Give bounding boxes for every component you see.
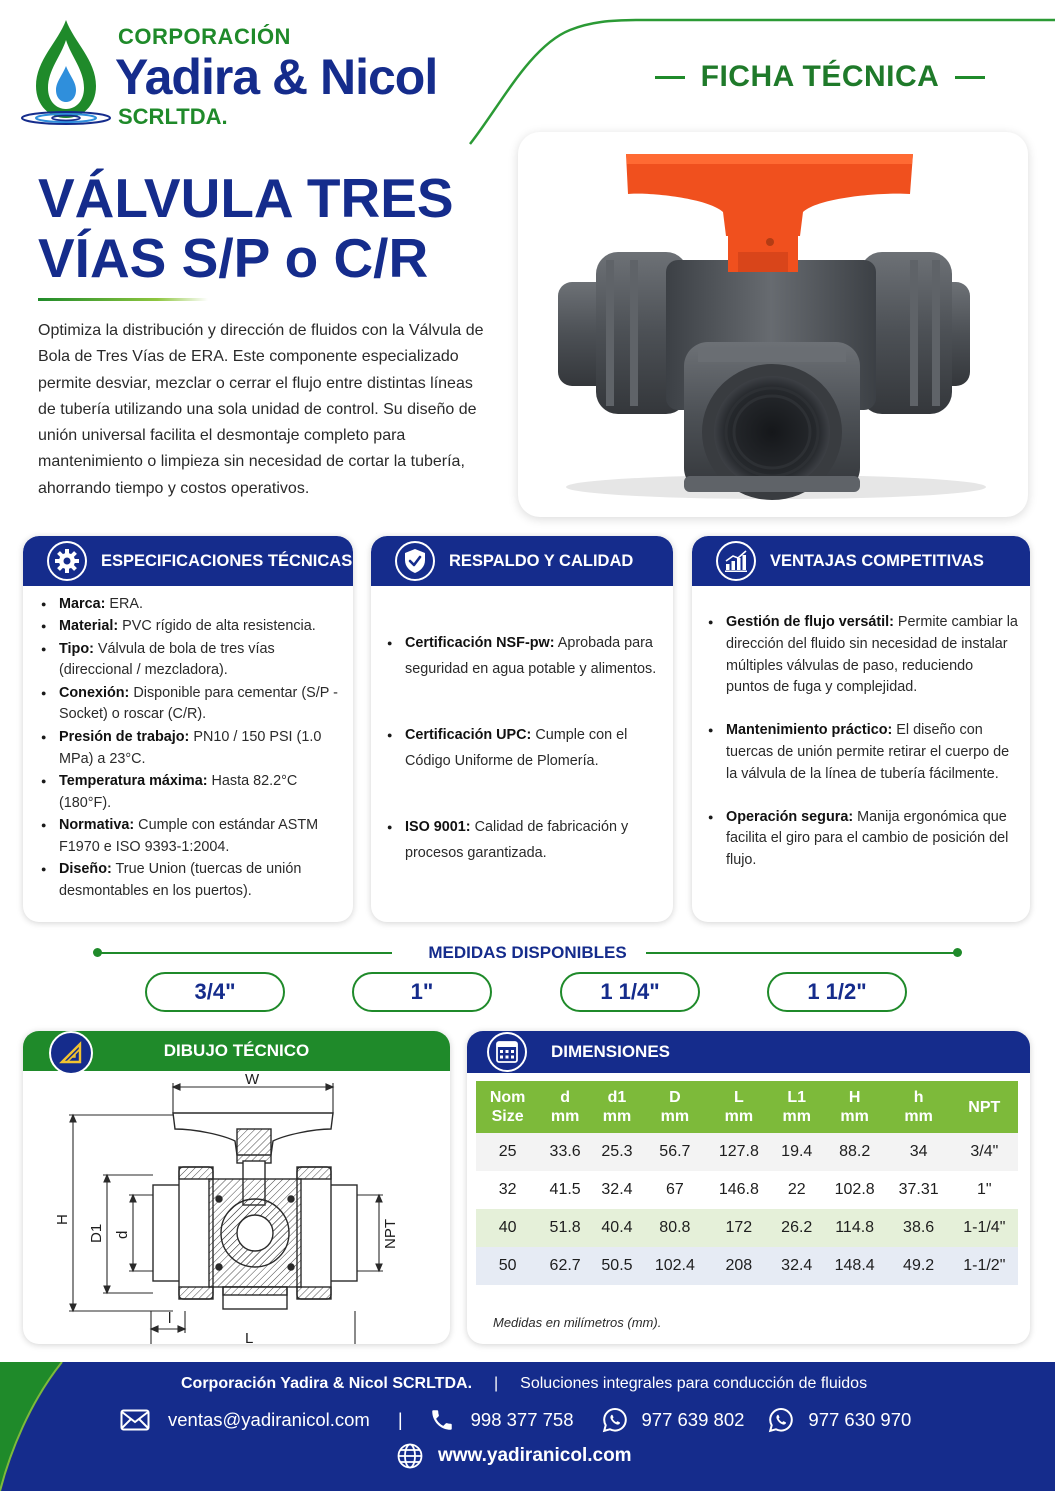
dimensions-header xyxy=(467,1031,1030,1073)
globe-icon xyxy=(396,1442,424,1470)
drafting-icon xyxy=(49,1031,93,1075)
dim-label-w: W xyxy=(245,1071,260,1088)
specs-item: ● Temperatura máxima: Hasta 82.2°C (180°F). xyxy=(39,771,343,815)
product-title xyxy=(38,168,454,288)
specs-card-header xyxy=(23,536,353,586)
dimensions-card xyxy=(467,1031,1030,1344)
water-drop-logo-icon xyxy=(18,18,118,130)
sizes-line-right xyxy=(646,952,956,954)
col-header: L mm xyxy=(707,1081,771,1133)
size-pill: 1 1/4" xyxy=(560,972,700,1012)
title-underline xyxy=(38,298,208,301)
technical-drawing-card xyxy=(23,1031,450,1344)
footer xyxy=(0,1362,1055,1491)
specs-item: ● Tipo: Válvula de bola de tres vías (direccional / mezcladora). xyxy=(39,639,343,683)
table-row: 32 41.5 32.4 67 146.8 22 102.8 37.31 1" xyxy=(498,1181,992,1198)
size-pill: 3/4" xyxy=(145,972,285,1012)
dimensions-title: DIMENSIONES xyxy=(551,1042,671,1061)
col-header: D mm xyxy=(643,1081,707,1133)
advantages-item: ● Mantenimiento práctico: El diseño con tuercas de unión permite retirar el cuerpo de la válvula de la línea de tubería fácilmente. xyxy=(706,720,1020,785)
specs-item: ● Presión de trabajo: PN10 / 150 PSI (1.0 MPa) a 23°C. xyxy=(39,727,343,771)
footer-company: Corporación Yadira & Nicol SCRLTDA. xyxy=(181,1375,473,1392)
footer-phone[interactable]: 998 377 758 xyxy=(429,1407,574,1433)
dimensions-table xyxy=(476,1081,1018,1285)
dash-left xyxy=(655,76,685,79)
brand-line-3: SCRLTDA. xyxy=(118,104,228,129)
ficha-tecnica-badge xyxy=(650,60,990,94)
specs-item: ● Marca: ERA. xyxy=(39,594,343,616)
quality-card xyxy=(371,536,673,922)
valve-technical-drawing xyxy=(23,1071,450,1344)
product-title-line-2: VÍAS S/P o C/R xyxy=(38,227,429,289)
quality-item: ● Certificación UPC: Cumple con el Código Uniforme de Plomería. xyxy=(385,722,663,774)
quality-item: ● Certificación NSF-pw: Aprobada para seguridad en agua potable y alimentos. xyxy=(385,630,663,682)
brand-line-1: CORPORACIÓN xyxy=(118,24,291,49)
sizes-line-dot-right xyxy=(953,948,962,957)
dimensions-note: Medidas en milímetros (mm). xyxy=(493,1315,662,1330)
specs-item: ● Conexión: Disponible para cementar (S/P - Socket) o roscar (C/R). xyxy=(39,683,343,727)
footer-whatsapp-1[interactable]: 977 639 802 xyxy=(602,1407,745,1433)
three-way-valve-image xyxy=(518,132,1028,517)
size-pill: 1" xyxy=(352,972,492,1012)
product-title-line-1: VÁLVULA TRES xyxy=(38,167,454,229)
product-intro: Optimiza la distribución y dirección de fluidos con la Válvula de Bola de Tres Vías de ERA. Este componente especializado permite desviar, mezclar o cerrar el flujo entre distintas líneas de tubería utilizando una sola unidad de control. Su diseño de unión universal facilita el desmontaje completo para mantenimiento o limpieza sin necesidad de cortar la tubería, ahorrando tiempo y costos operativos. xyxy=(38,322,484,497)
specs-item: ● Material: PVC rígido de alta resistencia. xyxy=(39,616,343,638)
table-row: 40 51.8 40.4 80.8 172 26.2 114.8 38.6 1-1/4" xyxy=(476,1209,1018,1247)
col-header: Nom Size xyxy=(476,1081,539,1133)
table-header-row xyxy=(476,1081,1018,1133)
footer-whatsapp-2[interactable]: 977 630 970 xyxy=(768,1407,911,1433)
advantages-item: ● Gestión de flujo versátil: Permite cambiar la dirección del fluido sin necesidad de instalar múltiples válvulas de paso, reduciendo puntos de fuga y complejidad. xyxy=(706,612,1020,699)
dim-label-d: d xyxy=(114,1230,131,1239)
col-header: d1 mm xyxy=(591,1081,643,1133)
envelope-icon xyxy=(120,1409,150,1431)
dash-right xyxy=(955,76,985,79)
table-icon xyxy=(487,1032,527,1072)
dim-label-npt: NPT xyxy=(382,1219,399,1249)
product-photo xyxy=(518,132,1028,517)
specs-list xyxy=(23,586,353,903)
shield-check-icon xyxy=(395,541,435,581)
footer-separator-2: | xyxy=(397,1409,403,1430)
size-pill: 1 1/2" xyxy=(767,972,907,1012)
advantages-list xyxy=(692,586,1030,872)
advantages-card-title: VENTAJAS COMPETITIVAS xyxy=(770,551,984,570)
footer-email[interactable]: ventas@yadiranicol.com xyxy=(120,1409,370,1431)
whatsapp-icon xyxy=(768,1407,794,1433)
technical-drawing-title: DIBUJO TÉCNICO xyxy=(163,1041,310,1060)
brand-name: Yadira & Nicol xyxy=(115,49,438,105)
specs-item: ● Normativa: Cumple con estándar ASTM F1970 e ISO 9393-1:2004. xyxy=(39,815,343,859)
company-logo xyxy=(18,18,478,130)
gear-icon xyxy=(47,541,87,581)
footer-separator: | xyxy=(494,1375,499,1392)
footer-tagline: Soluciones integrales para conducción de fluidos xyxy=(520,1375,868,1392)
quality-item: ● ISO 9001: Calidad de fabricación y procesos garantizada. xyxy=(385,814,663,866)
specs-card-title: ESPECIFICACIONES TÉCNICAS xyxy=(101,551,353,570)
specs-card xyxy=(23,536,353,922)
col-header: H mm xyxy=(823,1081,887,1133)
sizes-title: MEDIDAS DISPONIBLES xyxy=(428,943,627,962)
advantages-card-header xyxy=(692,536,1030,586)
table-row: 25 33.6 25.3 56.7 127.8 19.4 88.2 34 3/4" xyxy=(476,1133,1018,1171)
specs-item: ● Diseño: True Union (tuercas de unión desmontables en los puertos). xyxy=(39,859,343,903)
footer-green-corner xyxy=(0,1362,120,1491)
dim-label-h: H xyxy=(54,1214,71,1225)
col-header: d mm xyxy=(539,1081,591,1133)
technical-drawing-header xyxy=(23,1031,450,1071)
footer-contact-row xyxy=(120,1407,911,1433)
dim-label-l-small: l xyxy=(168,1310,172,1327)
dim-label-l: L xyxy=(245,1330,254,1344)
col-header: L1 mm xyxy=(771,1081,823,1133)
quality-list xyxy=(371,586,673,866)
col-header: NPT xyxy=(951,1081,1018,1133)
whatsapp-icon xyxy=(602,1407,628,1433)
dim-label-d1: D1 xyxy=(88,1223,105,1243)
footer-website[interactable]: www.yadiranicol.com xyxy=(396,1442,632,1470)
footer-company-row xyxy=(181,1375,867,1393)
quality-card-title: RESPALDO Y CALIDAD xyxy=(449,551,634,570)
col-header: h mm xyxy=(887,1081,951,1133)
chart-icon xyxy=(716,541,756,581)
quality-card-header xyxy=(371,536,673,586)
phone-icon xyxy=(429,1407,455,1433)
advantages-card xyxy=(692,536,1030,922)
advantages-item: ● Operación segura: Manija ergonómica que facilita el giro para el cambio de posición del flujo. xyxy=(706,807,1020,872)
table-row: 50 62.7 50.5 102.4 208 32.4 148.4 49.2 1-1/2" xyxy=(476,1247,1018,1285)
ficha-tecnica-label: FICHA TÉCNICA xyxy=(700,60,940,93)
